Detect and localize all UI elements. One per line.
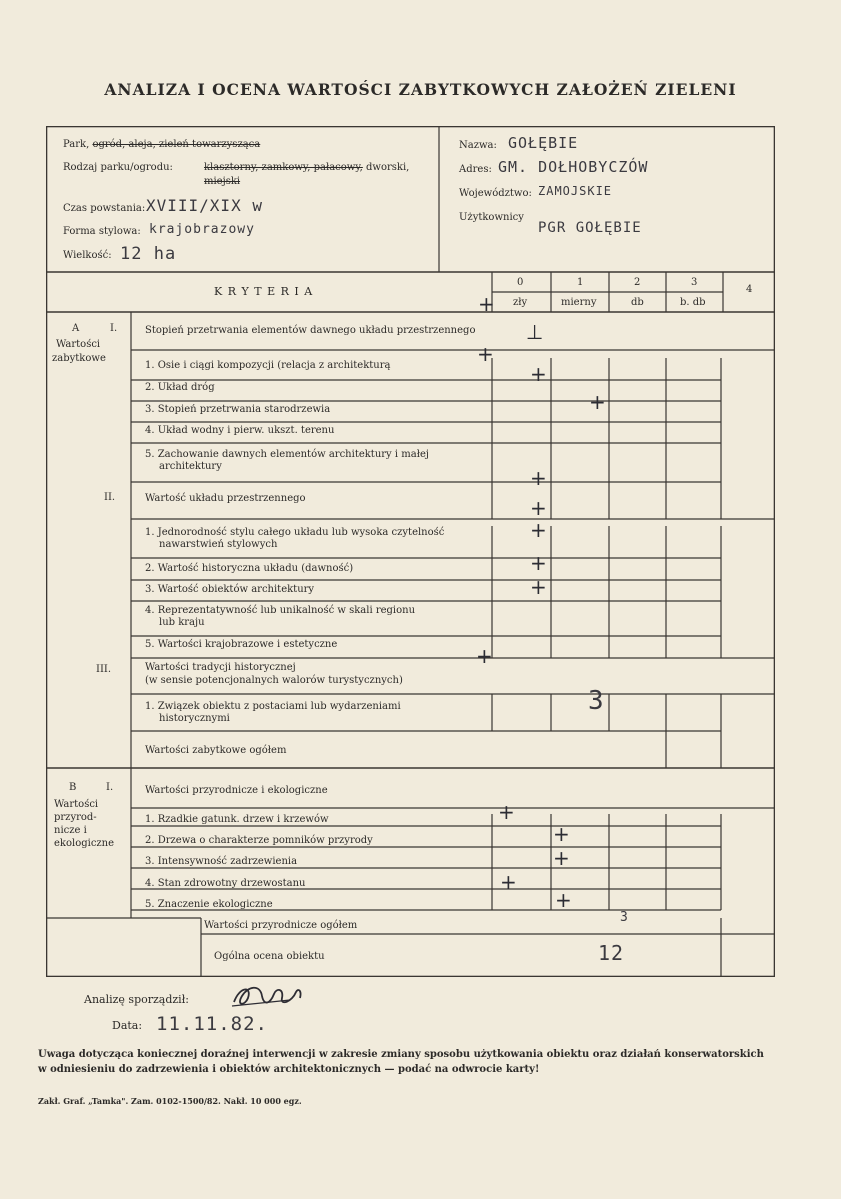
- row-a2: Wartość układu przestrzennego: [145, 493, 306, 504]
- section-a-roman-3: III.: [96, 664, 112, 675]
- evaluation-form: [46, 126, 775, 977]
- row-a-total: Wartości zabytkowe ogółem: [145, 745, 287, 756]
- grade-2-num: 2: [634, 277, 641, 288]
- row-a1-5-line1: 5. Zachowanie dawnych elementów architektury i małej: [145, 449, 429, 460]
- row-a1: Stopień przetrwania elementów dawnego układu przestrzennego: [145, 325, 476, 336]
- check-mark: ⊥: [526, 320, 544, 344]
- section-a-name-1: Wartości: [56, 339, 101, 350]
- row-b1-5: 5. Znaczenie ekologiczne: [145, 899, 273, 910]
- data-label: Data:: [112, 1019, 143, 1032]
- section-a-roman-1: I.: [110, 323, 118, 334]
- check-mark: +: [555, 888, 572, 912]
- section-b-name-1: Wartości: [54, 799, 99, 810]
- check-mark: +: [500, 870, 517, 894]
- park-line: [63, 139, 260, 151]
- forma-label: Forma stylowa:: [63, 226, 141, 237]
- rodzaj-options: [204, 162, 409, 174]
- park-options-struck: ogród, aleja, zieleń towarzysząca: [92, 139, 261, 150]
- wielkosc-value: 12 ha: [120, 244, 177, 264]
- row-b-total: Wartości przyrodnicze ogółem: [204, 920, 358, 931]
- section-b-letter: B: [69, 782, 77, 793]
- adres-value: GM. DOŁHOBYCZÓW: [498, 158, 649, 176]
- analiza-label: Analizę sporządził:: [84, 993, 189, 1006]
- printer-info: Zakł. Graf. „Tamka". Zam. 0102-1500/82. Nakł. 10 000 egz.: [38, 1096, 302, 1106]
- row-a2-4-line2: lub kraju: [159, 617, 205, 628]
- signature-drawing: [230, 980, 310, 1014]
- section-a-roman-2: II.: [104, 492, 116, 503]
- check-mark: +: [553, 822, 570, 846]
- row-a2-2: 2. Wartość historyczna układu (dawność): [145, 563, 354, 574]
- score-overall: 12: [598, 941, 625, 965]
- forma-value: krajobrazowy: [149, 222, 255, 237]
- park-label: Park,: [63, 139, 93, 150]
- czas-value: XVIII/XIX w: [146, 196, 263, 215]
- warning-line-2: w odniesieniu do zadrzewienia i obiektów architektonicznych — podać na odwrocie karty!: [38, 1064, 540, 1075]
- check-mark: +: [530, 362, 547, 386]
- score-a3-1: 3: [588, 686, 605, 716]
- check-mark: +: [498, 800, 515, 824]
- grade-3-label: b. db: [680, 297, 706, 308]
- grade-1-label: mierny: [561, 297, 597, 308]
- rodzaj-struck: klasztorny, zamkowy, pałacowy,: [204, 162, 363, 173]
- section-b-name-2: przyrod-: [54, 812, 97, 823]
- wielkosc-label: Wielkość:: [63, 250, 112, 261]
- section-b-name-4: ekologiczne: [54, 838, 115, 849]
- section-a-name-2: zabytkowe: [52, 353, 106, 364]
- check-mark: +: [530, 551, 547, 575]
- rodzaj-kept: dworski,: [362, 162, 410, 173]
- row-a1-3: 3. Stopień przetrwania starodrzewia: [145, 404, 331, 415]
- check-mark: +: [478, 292, 495, 316]
- row-b1-2: 2. Drzewa o charakterze pomników przyrody: [145, 835, 373, 846]
- row-a3-1-line2: historycznymi: [159, 713, 230, 724]
- row-a3-1-line1: 1. Związek obiektu z postaciami lub wydarzeniami: [145, 701, 401, 712]
- uzytkownicy-label: Użytkownicy: [459, 212, 524, 223]
- check-mark: +: [477, 342, 494, 366]
- wojewodztwo-value: ZAMOJSKIE: [538, 184, 613, 198]
- check-mark: +: [530, 575, 547, 599]
- wojewodztwo-label: Województwo:: [459, 188, 532, 199]
- rodzaj-struck-2: miejski: [204, 176, 241, 187]
- grade-1-num: 1: [577, 277, 584, 288]
- adres-label: Adres:: [459, 164, 492, 175]
- nazwa-value: GOŁĘBIE: [508, 134, 579, 152]
- grade-0-num: 0: [517, 277, 524, 288]
- form-title: ANALIZA I OCENA WARTOŚCI ZABYTKOWYCH ZAŁOŻEŃ ZIELENI: [104, 80, 737, 99]
- row-a2-3: 3. Wartość obiektów architektury: [145, 584, 315, 595]
- grade-2-label: db: [631, 297, 644, 308]
- row-a1-5-line2: architektury: [159, 461, 222, 472]
- row-b1-4: 4. Stan zdrowotny drzewostanu: [145, 878, 306, 889]
- row-b1-1: 1. Rzadkie gatunk. drzew i krzewów: [145, 814, 329, 825]
- rodzaj-label: Rodzaj parku/ogrodu:: [63, 162, 173, 173]
- row-a2-5: 5. Wartości krajobrazowe i estetyczne: [145, 639, 338, 650]
- check-mark: +: [589, 390, 606, 414]
- check-mark: +: [530, 466, 547, 490]
- row-b1: Wartości przyrodnicze i ekologiczne: [145, 785, 328, 796]
- row-b1-3: 3. Intensywność zadrzewienia: [145, 856, 298, 867]
- check-mark: +: [530, 496, 547, 520]
- uzytkownicy-value: PGR GOŁĘBIE: [538, 220, 642, 236]
- kryteria-label: K R Y T E R I A: [214, 285, 314, 298]
- row-overall: Ogólna ocena obiektu: [214, 951, 325, 962]
- grade-4-num: 4: [746, 284, 753, 295]
- check-mark: +: [553, 846, 570, 870]
- row-a2-1-line1: 1. Jednorodność stylu całego układu lub wysoka czytelność: [145, 527, 445, 538]
- czas-label: Czas powstania:: [63, 203, 146, 214]
- check-mark: +: [530, 518, 547, 542]
- section-b-roman-1: I.: [106, 782, 114, 793]
- row-a3-line1: Wartości tradycji historycznej: [145, 662, 296, 673]
- row-a2-4-line1: 4. Reprezentatywność lub unikalność w skali regionu: [145, 605, 416, 616]
- row-a1-4: 4. Układ wodny i pierw. ukszt. terenu: [145, 425, 335, 436]
- grade-3-num: 3: [691, 277, 698, 288]
- check-mark: +: [476, 644, 493, 668]
- nazwa-label: Nazwa:: [459, 140, 497, 151]
- section-b-name-3: nicze i: [54, 825, 87, 836]
- warning-line-1: Uwaga dotycząca koniecznej doraźnej interwencji w zakresie zmiany sposobu użytkowania obiektu oraz działań konserwatorskich: [38, 1049, 764, 1060]
- row-a1-1: 1. Osie i ciągi kompozycji (relacja z architekturą: [145, 360, 391, 371]
- section-a-letter: A: [72, 323, 80, 334]
- row-a1-2: 2. Układ dróg: [145, 382, 215, 393]
- data-value: 11.11.82.: [156, 1013, 268, 1035]
- row-a3-line2: (w sensie potencjonalnych walorów turystycznych): [145, 675, 403, 686]
- grade-0-label: zły: [513, 297, 528, 308]
- score-b-total: 3: [620, 910, 629, 925]
- row-a2-1-line2: nawarstwień stylowych: [159, 539, 278, 550]
